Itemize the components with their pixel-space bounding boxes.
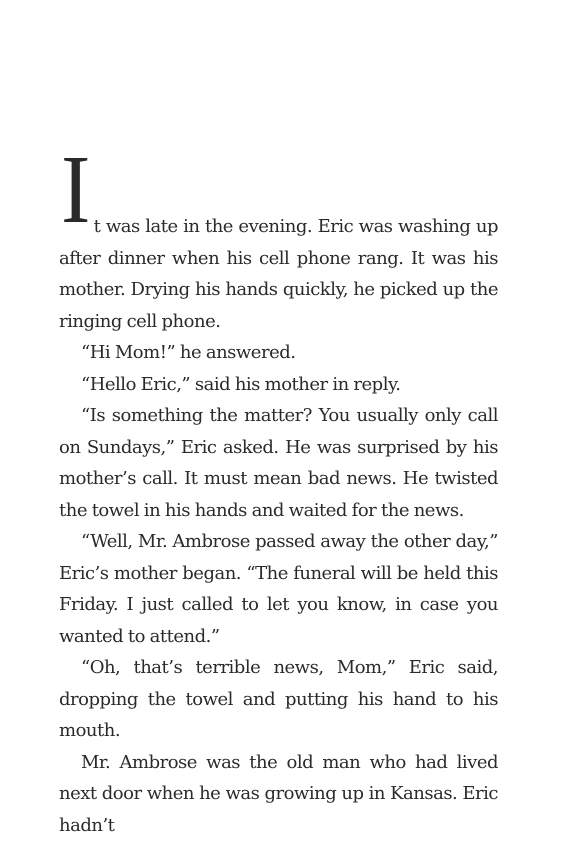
paragraph-6: “Oh, that’s terrible news, Mom,” Eric said, dropping the towel and putting his hand to his mouth.	[59, 657, 498, 741]
paragraph-4: “Is something the matter? You usually only call on Sundays,” Eric asked. He was surprised by his mother’s call. It must mean bad news. He twisted the towel in his hands and waited for the news.	[59, 405, 498, 521]
chapter-text	[59, 136, 498, 841]
paragraph-1-text: t was late in the evening. Eric was washing up after dinner when his cell phone rang. It was his mother. Drying his hands quickly, he picked up the ringing cell phone.	[59, 216, 498, 332]
drop-cap: I	[61, 136, 91, 244]
paragraph-7: Mr. Ambrose was the old man who had lived next door when he was growing up in Kansas. Eric hadn’t	[59, 751, 498, 836]
paragraph-5: “Well, Mr. Ambrose passed away the other day,” Eric’s mother began. “The funeral will be held this Friday. I just called to let you know, in case you wanted to attend.”	[59, 531, 498, 647]
paragraph-2: “Hi Mom!” he answered.	[81, 342, 296, 363]
paragraph-3: “Hello Eric,” said his mother in reply.	[81, 373, 401, 395]
paragraph-1	[59, 136, 498, 337]
